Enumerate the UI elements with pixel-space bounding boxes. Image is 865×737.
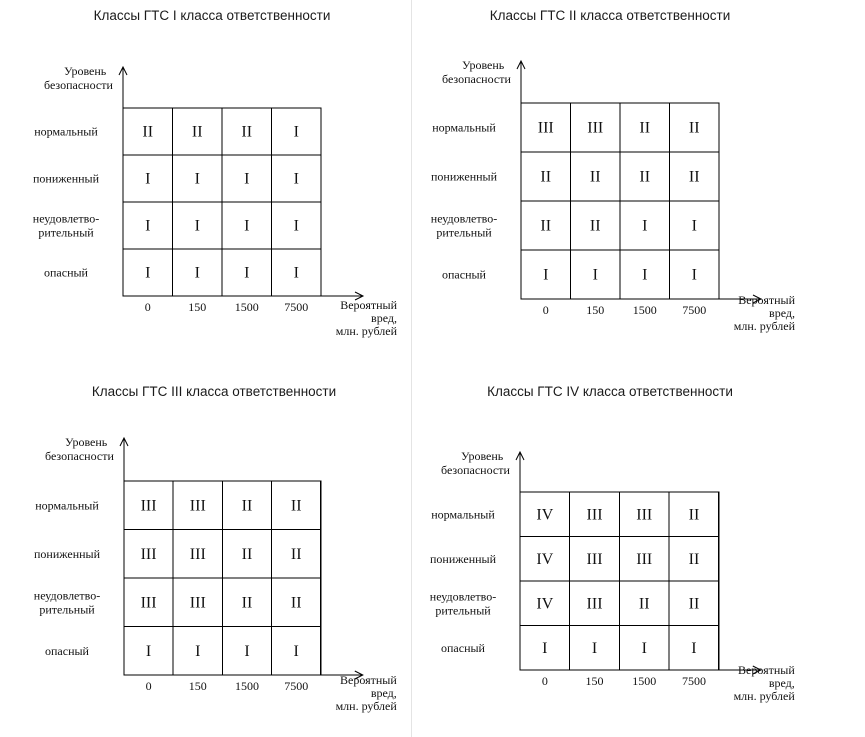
matrix-cell-value: I — [691, 639, 697, 657]
matrix-cell-value: II — [142, 123, 154, 141]
row-label-safety-level: нормальный — [34, 124, 98, 139]
row-label-safety-level: рительный — [435, 603, 491, 618]
matrix-cell-value: III — [140, 545, 157, 563]
matrix-cell-value: II — [241, 497, 253, 515]
y-axis-label: Уровень — [461, 449, 504, 463]
matrix-cell-value: II — [639, 119, 651, 137]
x-tick-label: 7500 — [682, 303, 707, 317]
matrix-cell-value: I — [293, 123, 299, 141]
matrix-cell-value: III — [140, 594, 157, 612]
matrix-cell-value: I — [244, 642, 250, 660]
x-tick-label: 0 — [541, 674, 548, 688]
x-tick-label: 7500 — [681, 674, 706, 688]
x-tick-label: 1500 — [234, 300, 259, 314]
x-tick-label: 150 — [188, 300, 207, 314]
x-tick-label: 150 — [188, 679, 207, 693]
matrix-cell-value: II — [589, 168, 601, 186]
x-axis-label: млн. рублей — [733, 689, 795, 703]
row-label-safety-level: опасный — [441, 640, 485, 655]
row-label-safety-level: пониженный — [430, 169, 498, 184]
row-label-safety-level: опасный — [45, 643, 89, 658]
x-tick-label: 150 — [585, 674, 604, 688]
x-tick-label: 1500 — [632, 674, 657, 688]
x-tick-label: 7500 — [284, 679, 309, 693]
row-label-safety-level: пониженный — [32, 171, 100, 186]
matrix-cell-value: III — [189, 594, 206, 612]
row-label-safety-level: нормальный — [432, 120, 496, 135]
matrix-cell-value: I — [293, 217, 299, 235]
panel-title: Классы ГТС II класса ответственности — [489, 8, 731, 23]
x-tick-label: 150 — [586, 303, 605, 317]
matrix-cell-value: I — [194, 170, 200, 188]
matrix-cell-value: I — [691, 217, 697, 235]
panel-title: Классы ГТС III класса ответственности — [91, 384, 337, 399]
matrix-cell-value: III — [587, 119, 604, 137]
row-label-safety-level: рительный — [38, 225, 94, 240]
matrix-cell-value: I — [194, 217, 200, 235]
matrix-panel-2 — [431, 8, 796, 333]
y-axis-label: Уровень — [462, 58, 505, 72]
matrix-cell-value: II — [688, 550, 700, 568]
x-axis-label: млн. рублей — [335, 699, 397, 713]
row-label-safety-level: рительный — [436, 225, 492, 240]
matrix-cell-value: I — [591, 639, 598, 657]
x-axis-label: вред, — [370, 686, 397, 700]
matrix-cell-value: II — [589, 217, 601, 235]
row-label-safety-level: нормальный — [35, 498, 99, 513]
matrix-cell-value: II — [540, 168, 552, 186]
x-axis-label: Вероятный — [738, 663, 795, 677]
x-tick-label: 7500 — [284, 300, 309, 314]
matrix-cell-value: I — [194, 264, 200, 282]
matrix-cell-value: I — [293, 642, 299, 660]
row-label-safety-level: рительный — [39, 602, 95, 617]
x-axis-label: Вероятный — [340, 673, 397, 687]
matrix-cell-value: I — [642, 217, 648, 235]
matrix-cell-value: IV — [536, 595, 554, 613]
matrix-cell-value: III — [586, 550, 603, 568]
row-label-safety-level: пониженный — [33, 546, 101, 561]
matrix-cell-value: I — [293, 170, 299, 188]
matrix-cell-value: I — [244, 217, 250, 235]
matrix-cell-value: III — [189, 497, 206, 515]
matrix-cell-value: I — [543, 266, 549, 284]
x-axis-label: Вероятный — [340, 298, 397, 312]
matrix-cell-value: I — [641, 639, 647, 657]
x-tick-label: 1500 — [235, 679, 259, 693]
matrix-cell-value: II — [241, 123, 253, 141]
x-axis-label: млн. рублей — [335, 324, 397, 338]
matrix-cell-value: I — [195, 642, 201, 660]
matrix-cell-value: I — [145, 170, 151, 188]
row-label-safety-level: неудовлетво- — [32, 211, 100, 226]
row-label-safety-level: неудовлетво- — [429, 589, 497, 604]
row-label-safety-level: неудовлетво- — [430, 211, 498, 226]
matrix-cell-value: I — [145, 642, 152, 660]
x-tick-label: 0 — [144, 300, 151, 314]
matrix-cell-value: II — [290, 594, 302, 612]
matrix-cell-value: II — [639, 168, 651, 186]
matrix-cell-value: II — [688, 595, 700, 613]
matrix-cell-value: II — [638, 595, 650, 613]
matrix-cell-value: II — [191, 123, 203, 141]
matrix-cell-value: II — [290, 545, 302, 563]
y-axis-label: Уровень — [65, 435, 108, 449]
matrix-cell-value: I — [145, 264, 151, 282]
matrix-panel-3 — [34, 384, 398, 713]
matrix-cell-value: II — [290, 497, 302, 515]
matrix-cell-value: III — [636, 506, 653, 524]
matrix-cell-value: I — [293, 264, 299, 282]
x-tick-label: 0 — [145, 679, 152, 693]
matrix-panel-1 — [33, 8, 398, 338]
y-axis-label: безопасности — [45, 449, 114, 463]
y-axis-label: Уровень — [64, 64, 107, 78]
x-tick-label: 0 — [542, 303, 549, 317]
matrix-cell-value: II — [540, 217, 552, 235]
matrix-cell-value: I — [642, 266, 648, 284]
y-axis-label: безопасности — [44, 78, 113, 92]
row-label-safety-level: опасный — [442, 267, 486, 282]
matrix-cell-value: I — [691, 266, 697, 284]
x-axis-label: вред, — [371, 311, 397, 325]
x-axis-label: вред, — [769, 306, 795, 320]
row-label-safety-level: нормальный — [431, 507, 495, 522]
x-tick-label: 1500 — [632, 303, 657, 317]
matrix-cell-value: I — [592, 266, 598, 284]
matrix-cell-value: II — [688, 506, 700, 524]
y-axis-label: безопасности — [442, 72, 511, 86]
matrix-panel-4 — [430, 384, 796, 703]
matrix-cell-value: II — [241, 594, 253, 612]
row-label-safety-level: пониженный — [429, 551, 497, 566]
x-axis-label: Вероятный — [738, 293, 795, 307]
matrix-cell-value: II — [688, 168, 700, 186]
x-axis-label: вред, — [768, 676, 795, 690]
matrix-cell-value: III — [586, 595, 603, 613]
y-axis-label: безопасности — [441, 463, 510, 477]
panel-title: Классы ГТС IV класса ответственности — [487, 384, 733, 399]
matrix-cell-value: I — [145, 217, 151, 235]
matrix-cell-value: III — [636, 550, 653, 568]
matrix-cell-value: I — [244, 264, 250, 282]
panel-title: Классы ГТС I класса ответственности — [93, 8, 331, 23]
matrix-cell-value: II — [688, 119, 700, 137]
matrix-cell-value: III — [189, 545, 206, 563]
row-label-safety-level: опасный — [44, 265, 88, 280]
matrix-cell-value: IV — [536, 506, 554, 524]
x-axis-label: млн. рублей — [733, 319, 795, 333]
matrix-cell-value: I — [244, 170, 250, 188]
matrix-cell-value: II — [241, 545, 253, 563]
matrix-cell-value: III — [537, 119, 554, 137]
matrix-cell-value: III — [140, 497, 157, 515]
matrix-cell-value: I — [542, 639, 548, 657]
row-label-safety-level: неудовлетво- — [33, 588, 101, 603]
matrix-cell-value: IV — [536, 550, 554, 568]
matrix-cell-value: III — [586, 506, 603, 524]
